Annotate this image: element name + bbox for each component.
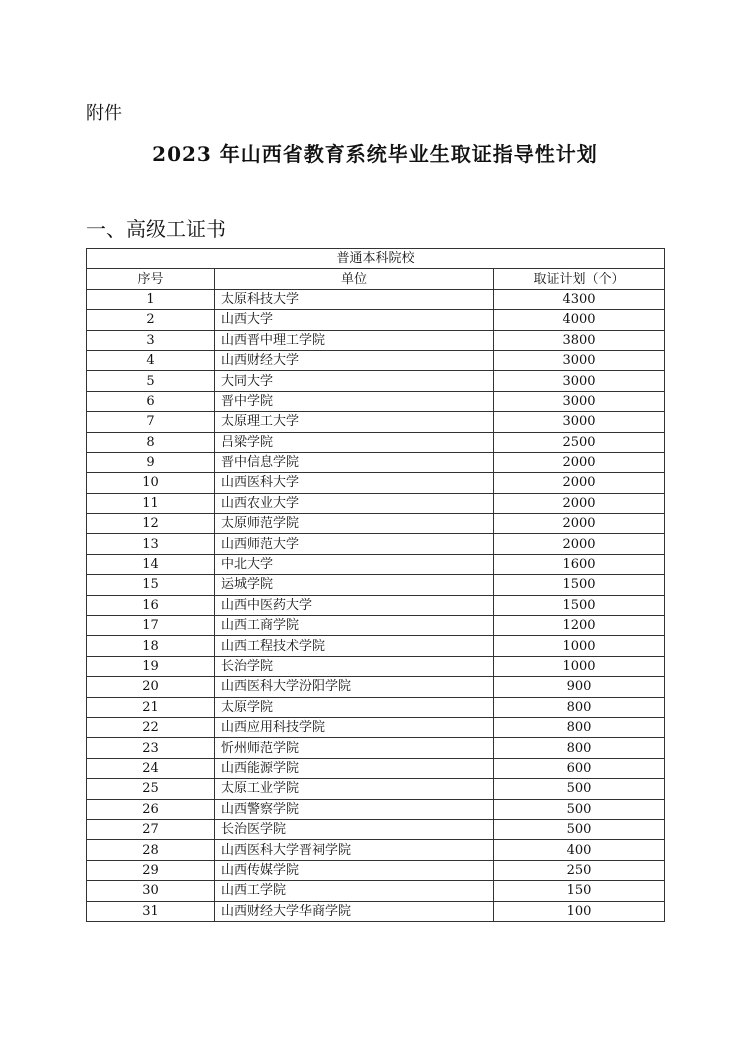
table-group-header-row: [87, 249, 665, 269]
certificate-plan-table: [86, 248, 665, 922]
table-row: [87, 656, 665, 676]
table-row: [87, 697, 665, 717]
row-number: 12: [87, 514, 215, 534]
row-number: 26: [87, 799, 215, 819]
row-count: 2000: [494, 452, 665, 472]
table-column-header-row: [87, 269, 665, 289]
row-count: 1000: [494, 636, 665, 656]
row-count: 600: [494, 758, 665, 778]
row-count: 1000: [494, 656, 665, 676]
row-unit: 吕梁学院: [215, 432, 494, 452]
row-unit: 太原科技大学: [215, 289, 494, 309]
row-count: 3000: [494, 371, 665, 391]
row-count: 900: [494, 677, 665, 697]
row-count: 1200: [494, 616, 665, 636]
row-number: 29: [87, 860, 215, 880]
row-number: 8: [87, 432, 215, 452]
row-count: 3000: [494, 350, 665, 370]
row-number: 11: [87, 493, 215, 513]
table-row: [87, 901, 665, 921]
table-row: [87, 819, 665, 839]
table-row: [87, 881, 665, 901]
row-number: 25: [87, 779, 215, 799]
row-count: 500: [494, 819, 665, 839]
table-row: [87, 412, 665, 432]
table-row: [87, 554, 665, 574]
row-count: 250: [494, 860, 665, 880]
row-count: 2000: [494, 493, 665, 513]
row-unit: 山西中医药大学: [215, 595, 494, 615]
row-number: 21: [87, 697, 215, 717]
column-header-no: 序号: [87, 269, 215, 289]
attachment-label: 附件: [86, 103, 122, 124]
row-unit: 中北大学: [215, 554, 494, 574]
row-number: 7: [87, 412, 215, 432]
row-count: 3800: [494, 330, 665, 350]
table-row: [87, 473, 665, 493]
table-row: [87, 371, 665, 391]
row-number: 23: [87, 738, 215, 758]
row-count: 150: [494, 881, 665, 901]
row-unit: 晋中学院: [215, 391, 494, 411]
table-row: [87, 779, 665, 799]
row-unit: 山西师范大学: [215, 534, 494, 554]
row-number: 5: [87, 371, 215, 391]
row-number: 19: [87, 656, 215, 676]
row-count: 3000: [494, 391, 665, 411]
row-count: 800: [494, 717, 665, 737]
row-count: 4300: [494, 289, 665, 309]
row-unit: 山西警察学院: [215, 799, 494, 819]
row-unit: 山西传媒学院: [215, 860, 494, 880]
table-row: [87, 758, 665, 778]
row-count: 3000: [494, 412, 665, 432]
row-unit: 太原学院: [215, 697, 494, 717]
document-title: 2023 年山西省教育系统毕业生取证指导性计划: [152, 142, 598, 166]
row-unit: 忻州师范学院: [215, 738, 494, 758]
table-row: [87, 799, 665, 819]
row-number: 17: [87, 616, 215, 636]
table-row: [87, 677, 665, 697]
row-unit: 山西大学: [215, 310, 494, 330]
row-number: 20: [87, 677, 215, 697]
row-count: 100: [494, 901, 665, 921]
table-row: [87, 289, 665, 309]
row-number: 13: [87, 534, 215, 554]
row-count: 2500: [494, 432, 665, 452]
row-unit: 山西财经大学华商学院: [215, 901, 494, 921]
row-count: 2000: [494, 514, 665, 534]
section-heading: 一、高级工证书: [86, 217, 226, 241]
row-number: 24: [87, 758, 215, 778]
table-row: [87, 391, 665, 411]
row-count: 2000: [494, 473, 665, 493]
row-number: 4: [87, 350, 215, 370]
row-unit: 太原工业学院: [215, 779, 494, 799]
table-row: [87, 330, 665, 350]
table-row: [87, 636, 665, 656]
row-unit: 山西医科大学晋祠学院: [215, 840, 494, 860]
table-row: [87, 534, 665, 554]
table-body: [87, 289, 665, 921]
row-unit: 山西晋中理工学院: [215, 330, 494, 350]
row-number: 15: [87, 575, 215, 595]
row-count: 1600: [494, 554, 665, 574]
row-unit: 太原师范学院: [215, 514, 494, 534]
row-unit: 晋中信息学院: [215, 452, 494, 472]
row-unit: 长治学院: [215, 656, 494, 676]
row-count: 500: [494, 779, 665, 799]
table-row: [87, 493, 665, 513]
row-unit: 长治医学院: [215, 819, 494, 839]
row-unit: 运城学院: [215, 575, 494, 595]
row-count: 400: [494, 840, 665, 860]
row-count: 800: [494, 738, 665, 758]
table-row: [87, 350, 665, 370]
row-number: 28: [87, 840, 215, 860]
row-number: 10: [87, 473, 215, 493]
row-unit: 太原理工大学: [215, 412, 494, 432]
table-row: [87, 432, 665, 452]
row-count: 1500: [494, 575, 665, 595]
row-number: 2: [87, 310, 215, 330]
table-row: [87, 738, 665, 758]
row-count: 4000: [494, 310, 665, 330]
table-group-header: 普通本科院校: [87, 249, 665, 269]
row-unit: 山西工学院: [215, 881, 494, 901]
row-unit: 山西应用科技学院: [215, 717, 494, 737]
column-header-count: 取证计划（个）: [494, 269, 665, 289]
table-row: [87, 717, 665, 737]
row-number: 30: [87, 881, 215, 901]
row-number: 16: [87, 595, 215, 615]
row-count: 2000: [494, 534, 665, 554]
row-unit: 山西财经大学: [215, 350, 494, 370]
row-unit: 山西工程技术学院: [215, 636, 494, 656]
table-row: [87, 575, 665, 595]
row-count: 800: [494, 697, 665, 717]
row-number: 3: [87, 330, 215, 350]
row-count: 1500: [494, 595, 665, 615]
row-number: 9: [87, 452, 215, 472]
row-number: 18: [87, 636, 215, 656]
row-number: 31: [87, 901, 215, 921]
table-row: [87, 840, 665, 860]
row-count: 500: [494, 799, 665, 819]
row-number: 14: [87, 554, 215, 574]
row-unit: 山西医科大学: [215, 473, 494, 493]
row-unit: 山西工商学院: [215, 616, 494, 636]
row-number: 22: [87, 717, 215, 737]
row-unit: 山西能源学院: [215, 758, 494, 778]
table-row: [87, 595, 665, 615]
row-unit: 山西医科大学汾阳学院: [215, 677, 494, 697]
table-row: [87, 860, 665, 880]
row-number: 27: [87, 819, 215, 839]
table-row: [87, 514, 665, 534]
table-row: [87, 310, 665, 330]
row-unit: 山西农业大学: [215, 493, 494, 513]
row-number: 1: [87, 289, 215, 309]
table-row: [87, 616, 665, 636]
row-unit: 大同大学: [215, 371, 494, 391]
column-header-unit: 单位: [215, 269, 494, 289]
table-row: [87, 452, 665, 472]
row-number: 6: [87, 391, 215, 411]
